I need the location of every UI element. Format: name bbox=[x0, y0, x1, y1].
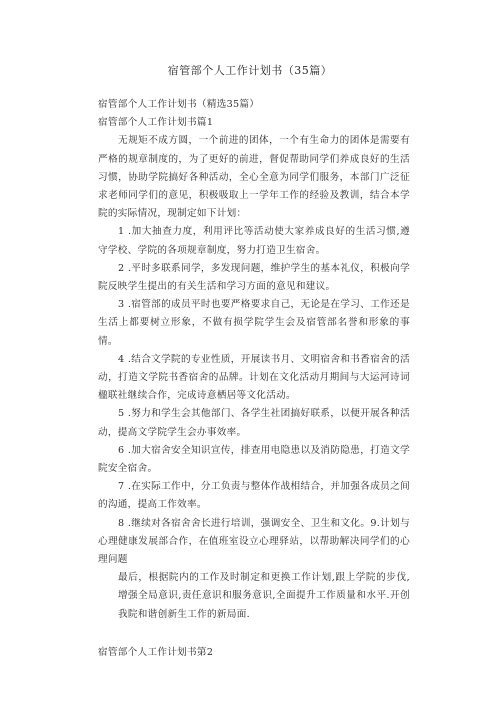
list-item: 4 .结合文学院的专业性质，开展读书月、文明宿舍和书香宿舍的活动，打造文学院书香宿舍的品牌。计划在文化活动月期间与大运河诗词楹联社继续合作，完成诗意栖居等文化活动。 bbox=[98, 353, 410, 402]
collection-title: 宿管部个人工作计划书（精选35篇） bbox=[98, 99, 260, 110]
document-title: 宿管部个人工作计划书（35篇） bbox=[167, 64, 333, 77]
list-item: 7 .在实际工作中，分工负责与整体作战相结合，并加强各成员之间的沟通，提高工作效率。 bbox=[98, 481, 410, 511]
list-item: 5 .努力和学生会其他部门、各学生社团搞好联系，以便开展各种活动，提高文学院学生会办事效率。 bbox=[98, 408, 410, 438]
document-body bbox=[98, 96, 410, 662]
list-item: 2 .平时多联系同学，多发现问题，维护学生的基本礼仪，积极向学院反映学生提出的有关生活和学习方面的意见和建议。 bbox=[98, 262, 410, 293]
article-heading: 宿管部个人工作计划书篇1 bbox=[98, 117, 214, 129]
list-item: 8 .继续对各宿舍舍长进行培训，强调安全、卫生和文化。9.计划与心理健康发展部合作，在值班室设立心理驿站，以帮助解决同学们的心理问题 bbox=[98, 517, 410, 566]
list-item: 3 .宿管部的成员平时也要严格要求自己，无论是在学习、工作还是生活上都要树立形象，不做有损学院学生会及宿管部名誉和形象的事情。 bbox=[98, 299, 410, 347]
intro-paragraph: 无规矩不成方圆，一个前进的团体，一个有生命力的团体是需要有严格的规章制度的，为了更好的前进，督促帮助同学们养成良好的生活习惯，协助学院搞好各种活动，全心全意为同学们服务，本部门广泛征求老师同学们的意见，积极吸取上一学年工作的经验及教训，结合本学院的实际情况，现制定如下计划： bbox=[98, 135, 410, 220]
next-article-heading: 宿管部个人工作计划书第2 bbox=[98, 646, 214, 658]
paragraph-spacer bbox=[98, 624, 410, 644]
list-item: 6 .加大宿舍安全知识宣传，排查用电隐患以及消防隐患，打造文学院安全宿舍。 bbox=[98, 444, 410, 475]
closing-paragraph: 最后，根据院内的工作及时制定和更换工作计划,跟上学院的步伐,增强全局意识,责任意识和服务意识,全面提升工作质量和水平.开创我院和谐创新生工作的新局面. bbox=[118, 572, 410, 620]
list-item: 1 .加大抽查力度，利用评比等活动使大家养成良好的生活习惯,遵守学校、学院的各项规章制度，努力打造卫生宿舍。 bbox=[98, 226, 410, 256]
